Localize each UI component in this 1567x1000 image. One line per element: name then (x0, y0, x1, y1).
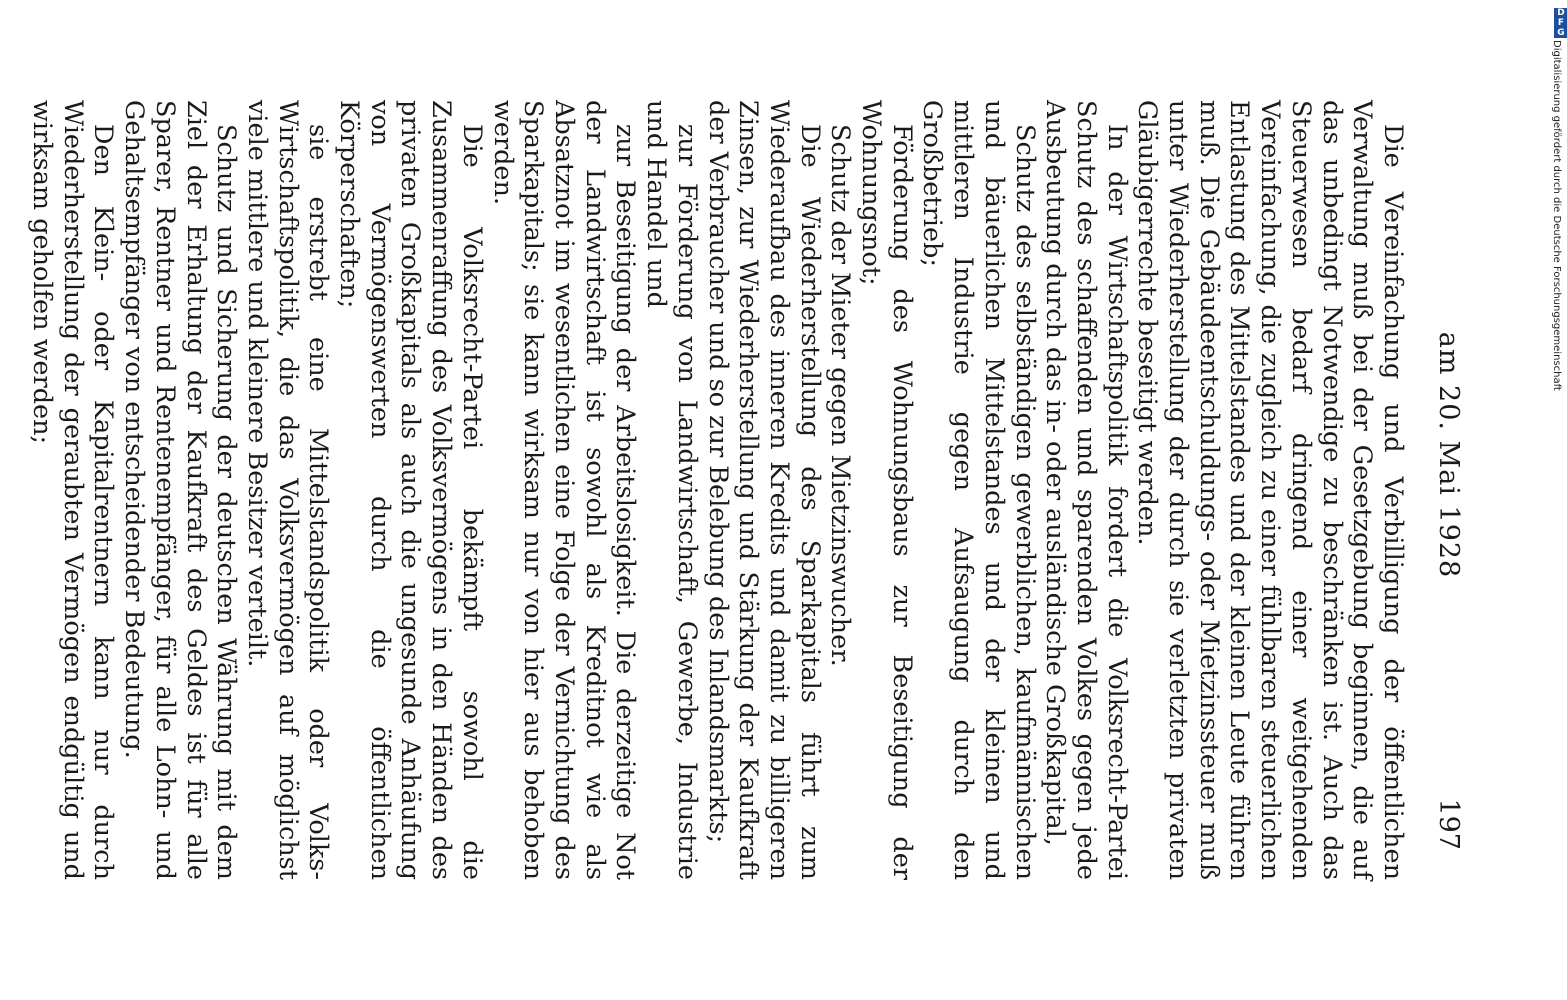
paragraph: Schutz und Sicherung der deutschen Währung mit dem Ziel der Erhaltung der Kaufkraft des Geldes ist für alle Sparer, Rentner und Rentenempfänger, für alle Lohn- und Gehaltsempfänger von entscheidender Bedeutung. (119, 100, 242, 880)
digitization-credit (1551, 8, 1567, 998)
credit-text: Digitalisierung gefördert durch die Deutsche Forschungsgemeinschaft (1551, 40, 1562, 391)
dfg-logo-icon: D F G (1554, 8, 1567, 38)
page-number: 197 (1433, 798, 1464, 850)
body-text (26, 100, 1408, 880)
running-head: am 20. Mai 1928 (1433, 331, 1464, 579)
paragraph: Förderung des Wohnungsbaus zur Beseitigung der Wohnungsnot; (856, 100, 917, 880)
credit-text-strip (1551, 40, 1567, 996)
paragraph: zur Förderung von Landwirtschaft, Gewerbe, Industrie und Handel und (641, 100, 702, 880)
paragraph: Die Vereinfachung und Verbilligung der öffentlichen Verwaltung muß bei der Gesetzgebung beginnen, die auf das unbedingt Notwendige zu beschränken ist. Auch das Steuerwesen bedarf dringend einer weitgehenden Vereinfachung, die zugleich zu einer fühlbaren steuerlichen Entlastung des Mittelstandes und der kleinen Leute führen muß. Die Gebäudeentschuldungs- oder Mietzinssteuer muß unter Wiederherstellung der durch sie verletzten privaten Gläubigerrechte beseitigt werden. (1132, 100, 1408, 880)
page-header (1424, 60, 1464, 850)
paragraph: Den Klein- oder Kapitalrentnern kann nur durch Wiederherstellung der geraubten Vermögen endgültig und wirksam geholfen werden; (27, 100, 119, 880)
paragraph: In der Wirtschaftspolitik fordert die Volksrecht-Partei Schutz des schaffenden und sparenden Volkes gegen jede Ausbeutung durch das in- oder ausländische Großkapital, (1040, 100, 1132, 880)
paragraph: Schutz des selbständigen gewerblichen, kaufmännischen und bäuerlichen Mittelstandes und der kleinen und mittleren Industrie gegen Aufsaugung durch den Großbetrieb; (917, 100, 1040, 880)
paragraph: Die Wiederherstellung des Sparkapitals führt zum Wiederaufbau des inneren Kredits und damit zu billigeren Zinsen, zur Wiederherstellung und Stärkung der Kaufkraft der Verbraucher und so zur Belebung des Inlandsmarkts; (702, 100, 825, 880)
paragraph: Die Volksrecht-Partei bekämpft sowohl die Zusammenraffung des Volksvermögens in den Händen des privaten Großkapitals als auch die ungesunde Anhäufung von Vermögenswerten durch die öffentlichen Körperschaften; (334, 100, 487, 880)
paragraph: Schutz der Mieter gegen Mietzinswucher. (825, 124, 856, 667)
paragraph: zur Beseitigung der Arbeitslosigkeit. Die derzeitige Not der Landwirtschaft ist sowohl als Kreditnot wie als Absatznot im wesentlichen eine Folge der Vernichtung des Sparkapitals; sie kann wirksam nur von hier aus behoben werden. (487, 100, 641, 880)
paragraph: sie erstrebt eine Mittelstandspolitik oder Volks-Wirtschaftspolitik, die das Volksvermögen auf möglichst viele mittlere und kleinere Besitzer verteilt. (241, 100, 334, 880)
